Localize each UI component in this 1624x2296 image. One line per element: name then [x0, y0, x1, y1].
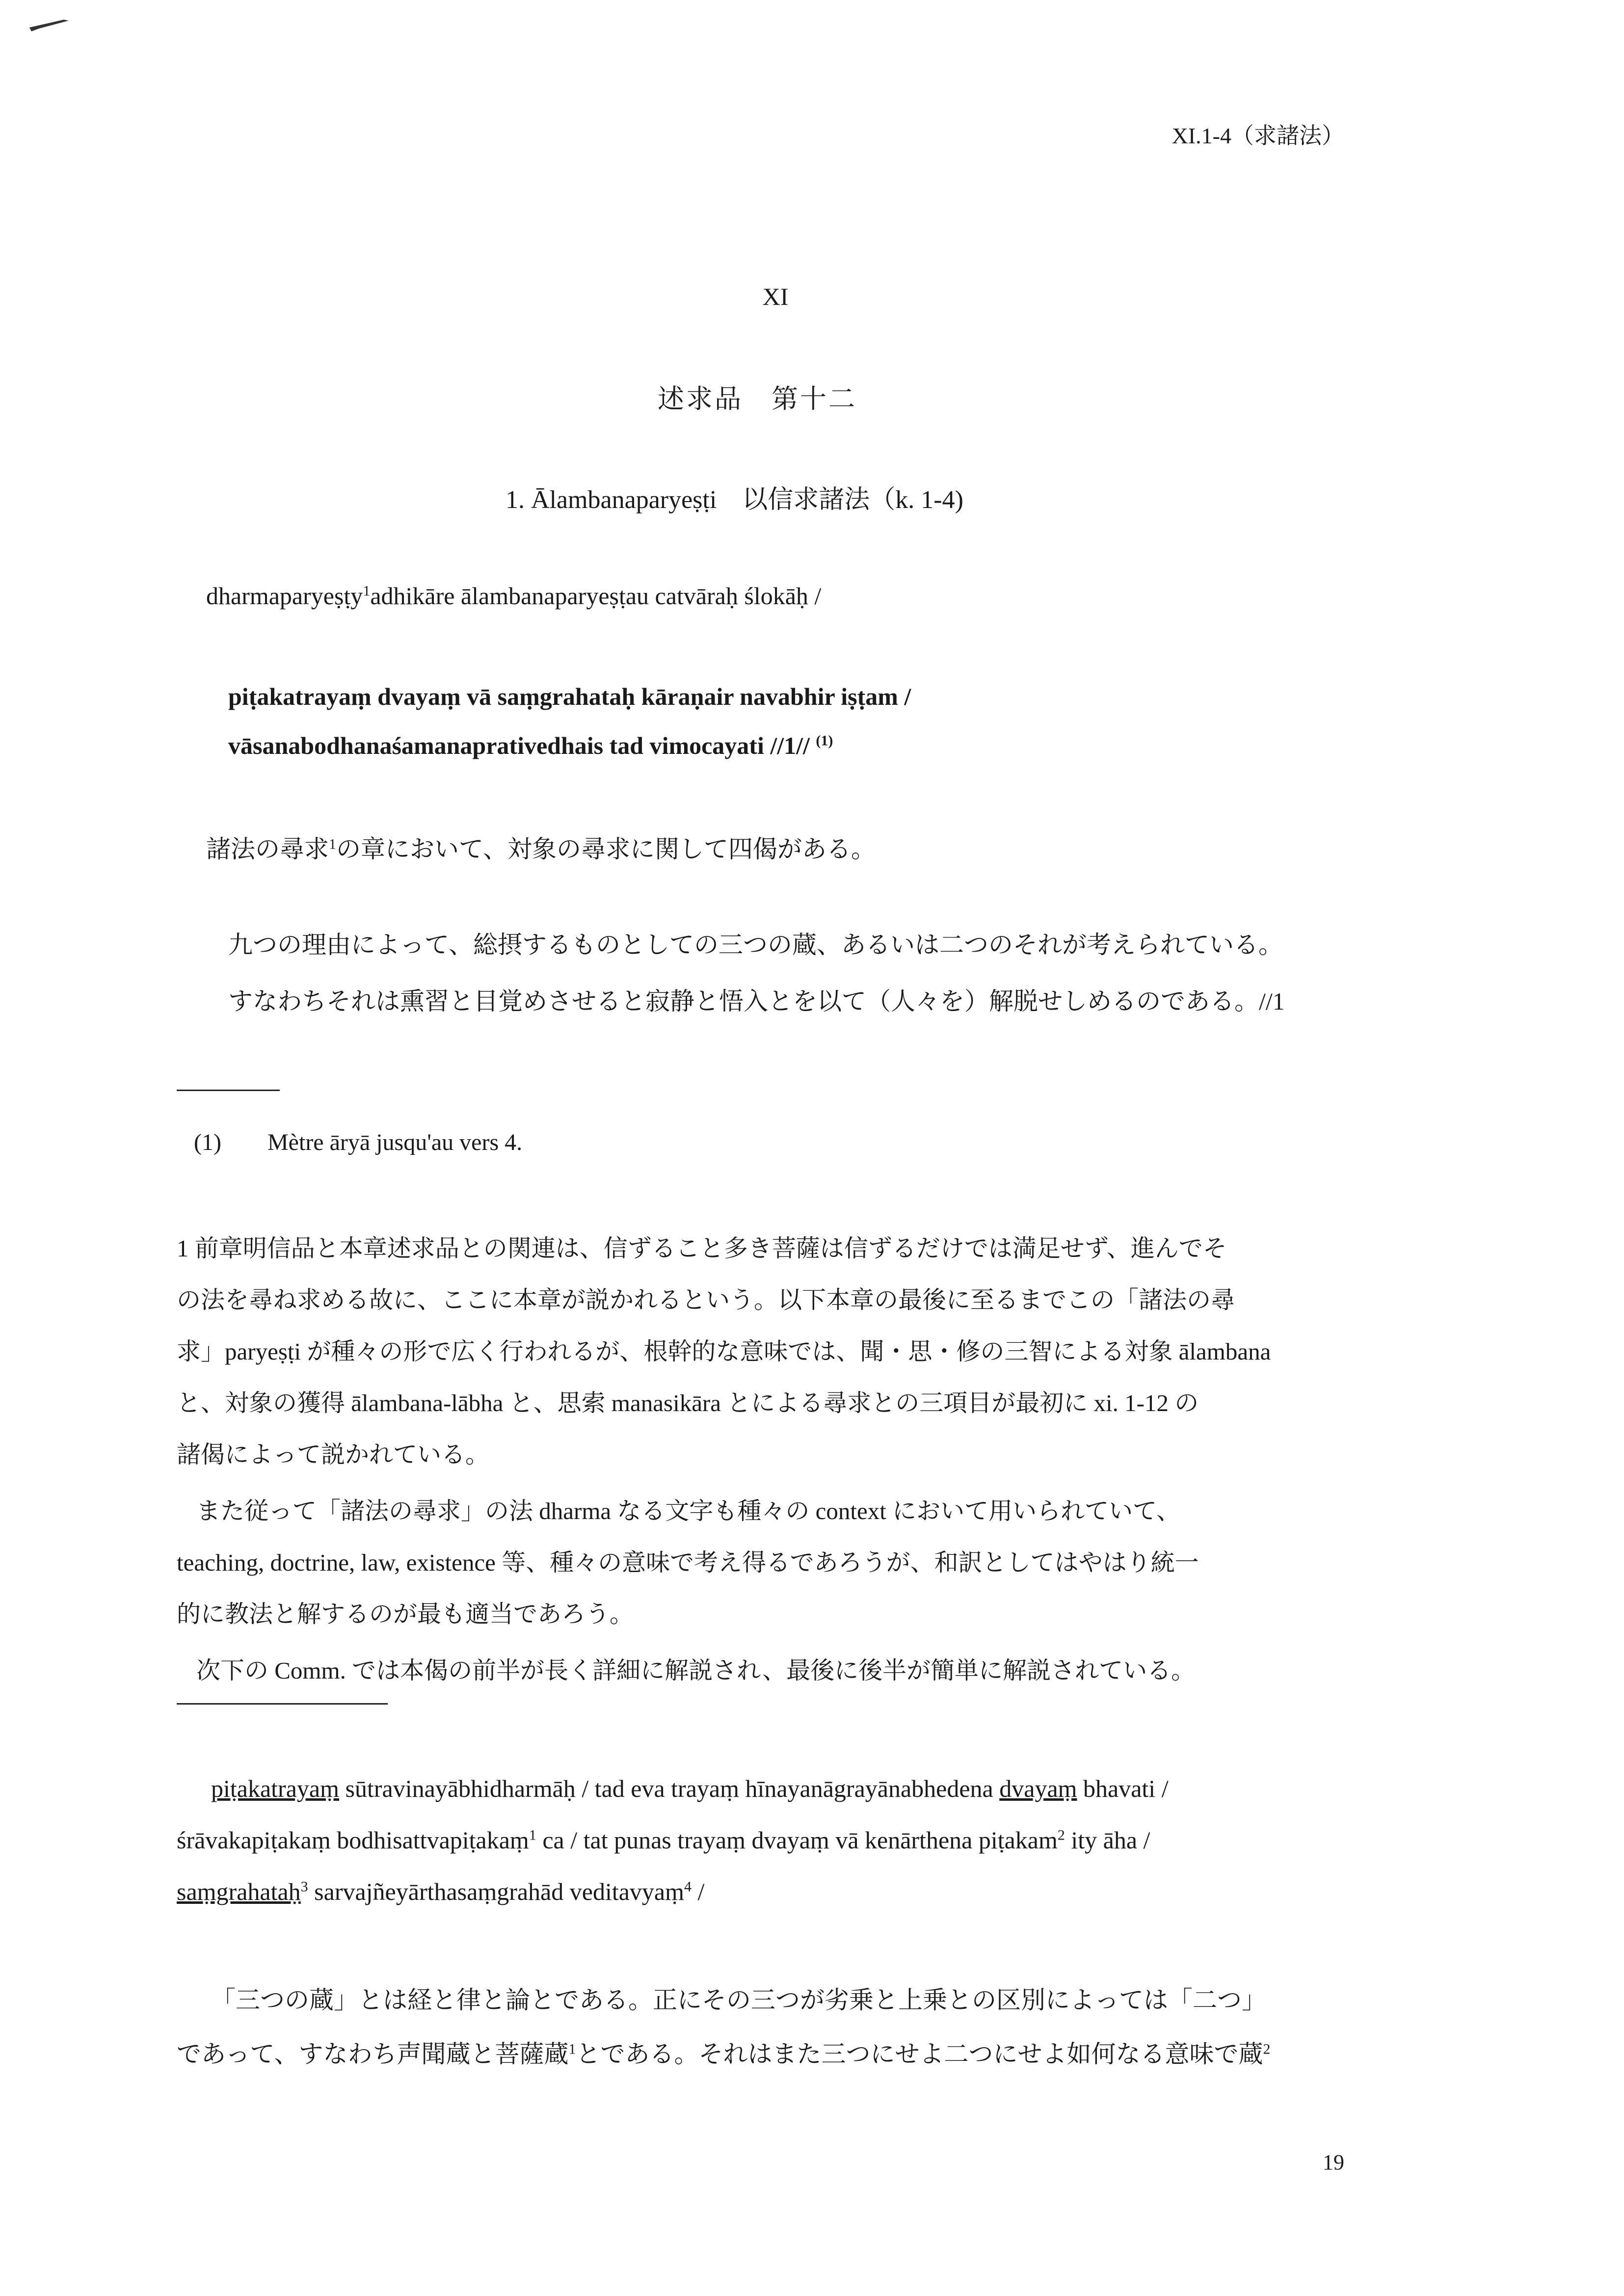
- footnote-divider: [177, 1090, 280, 1091]
- note-line: の法を尋ね求める故に、ここに本章が説かれるという。以下本章の最後に至るまでこの「諸法の尋: [177, 1286, 1235, 1313]
- note-ref: (1): [816, 732, 833, 749]
- note-line: 1 前章明信品と本章述求品との関連は、信ずること多き菩薩は信ずるだけでは満足せず、進んでそ: [177, 1235, 1227, 1262]
- footnote-ref: 1: [363, 583, 371, 599]
- chapter-roman-numeral: XI: [762, 283, 789, 310]
- note-line: 求」paryeṣṭi が種々の形で広く行われるが、根幹的な意味では、聞・思・修の三智による対象 ālambana: [177, 1338, 1271, 1365]
- footnote-1: (1) Mètre āryā jusqu'au vers 4.: [194, 1129, 523, 1155]
- japanese-verse-line-1: 九つの理由によって、総摂するものとしての三つの蔵、あるいは二つのそれが考えられている。: [228, 931, 1283, 959]
- chapter-title: 述求品 第十二: [658, 384, 857, 414]
- page-number: 19: [1323, 2150, 1344, 2174]
- running-header: XI.1-4（求諸法）: [1171, 123, 1344, 148]
- note-line: と、対象の獲得 ālambana-lābha と、思索 manasikāra とによる尋求との三項目が最初に xi. 1-12 の: [177, 1389, 1199, 1416]
- scan-corner-mark: [29, 19, 69, 31]
- japanese-intro: 諸法の尋求$^1$の章において、対象の尋求に関して四偈がある。: [206, 835, 876, 863]
- note-line: 諸偈によって説かれている。: [177, 1441, 490, 1468]
- note-line: 的に教法と解するのが最も適当であろう。: [177, 1601, 634, 1628]
- note-line: teaching, doctrine, law, existence 等、種々の意味で考え得るであろうが、和訳としてはやはり統一: [177, 1549, 1199, 1576]
- commentary-line-2: śrāvakapiṭakaṃ bodhisattvapiṭakaṃ$^1$ ca / tat punas trayaṃ dvayaṃ vā kenārthena piṭakam$^2$ ity āha /: [177, 1826, 1150, 1854]
- note-line: また従って「諸法の尋求」の法 dharma なる文字も種々の context において用いられていて、: [196, 1497, 1181, 1524]
- note-line: 次下の Comm. では本偈の前半が長く詳細に解説され、最後に後半が簡単に解説されている。: [196, 1657, 1196, 1684]
- japanese-verse-line-2: すなわちそれは熏習と目覚めさせると寂静と悟入とを以て（人々を）解脱せしめるのである。//1: [228, 988, 1285, 1015]
- japanese-commentary-line-1: 「三つの蔵」とは経と律と論とである。正にその三つが劣乗と上乗との区別によっては「二つ」: [211, 1986, 1266, 2014]
- japanese-commentary-line-2: であって、すなわち声聞蔵と菩薩蔵$^1$とである。それはまた三つにせよ二つにせよ如何なる意味で蔵$^2$: [177, 2040, 1271, 2068]
- section-title: 1. Ālambanaparyeṣṭi 以信求諸法（k. 1-4): [506, 486, 963, 514]
- commentary-line-3: saṃgrahataḥ$^3$ sarvajñeyārthasaṃgrahād veditavyaṃ$^4$ /: [177, 1878, 705, 1905]
- verse-line-1: piṭakatrayaṃ dvayaṃ vā saṃgrahataḥ kāraṇair navabhir iṣṭam /: [228, 683, 911, 710]
- verse-line-2: vāsanabodhanaśamanaprativedhais tad vimocayati //1// $^{(1)}$: [228, 732, 833, 759]
- section-divider: [177, 1703, 388, 1705]
- commentary-line-1: piṭakatrayaṃ sūtravinayābhidharmāḥ / tad eva trayaṃ hīnayanāgrayānabhedena dvayaṃ bhavati /: [211, 1775, 1169, 1802]
- sanskrit-intro: dharmaparyeṣṭy$^1$adhikāre ālambanaparyeṣṭau catvāraḥ ślokāḥ /: [206, 582, 822, 610]
